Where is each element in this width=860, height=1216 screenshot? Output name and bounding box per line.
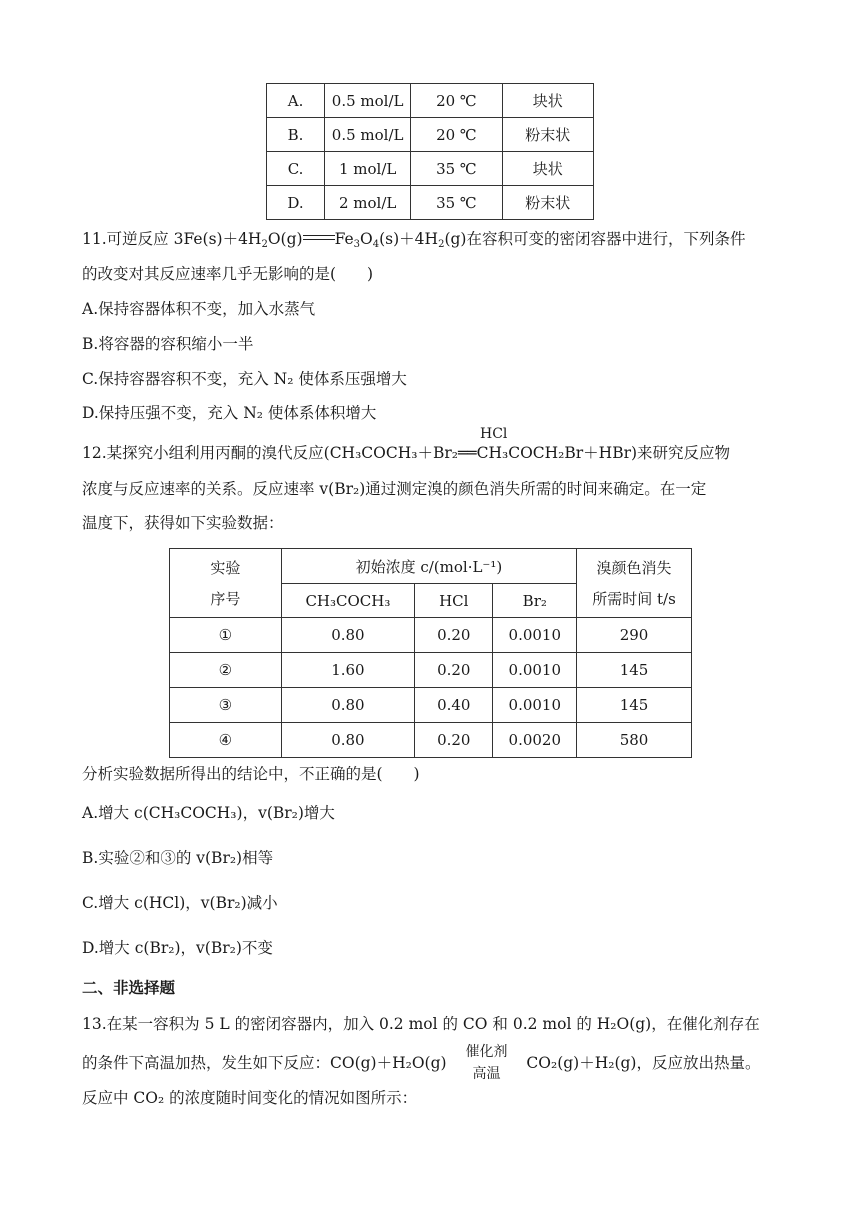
q13-line2-a: 的条件下高温加热，发生如下反应：CO(g)＋H₂O(g) — [82, 1054, 447, 1072]
q13-line2-b: CO₂(g)＋H₂(g)，反应放出热量。 — [526, 1054, 761, 1072]
table-cell: A. — [267, 84, 325, 118]
experiment-data-table — [169, 548, 692, 758]
table-cell: ② — [170, 653, 282, 688]
experiment-row — [170, 723, 692, 758]
top-table-row — [267, 84, 594, 118]
equilibrium-arrow-icon — [303, 234, 335, 242]
header-ch3coch3: CH₃COCH₃ — [281, 584, 414, 618]
header-br2: Br₂ — [493, 584, 577, 618]
table-cell: 0.5 mol/L — [325, 118, 411, 152]
q12-catalyst-label: HCl — [480, 426, 508, 442]
q12-option-d: D.增大 c(Br₂)，v(Br₂)不变 — [82, 939, 273, 957]
table-cell: 0.20 — [415, 618, 493, 653]
q12-stem-line1 — [82, 441, 730, 465]
header-index: 实验 序号 — [170, 549, 282, 618]
table-cell: 1.60 — [281, 653, 414, 688]
table-cell: 0.20 — [415, 653, 493, 688]
q12-stem-line2: 浓度与反应速率的关系。反应速率 v(Br₂)通过测定溴的颜色消失所需的时间来确定。在一定 — [82, 480, 707, 498]
q11-option-d: D.保持压强不变，充入 N₂ 使体系体积增大 — [82, 404, 377, 422]
top-table-row — [267, 152, 594, 186]
table-cell: 0.0010 — [493, 688, 577, 723]
experiment-row — [170, 653, 692, 688]
q11-stem-line1: 11.可逆反应 $3Fe(s)+4H_2O(g)$ $Fe_3O_4(s)+4H_2(g)$在容积可变的密闭容器中进行，下列条件 — [82, 230, 746, 250]
q13-line3: 反应中 CO₂ 的浓度随时间变化的情况如图所示： — [82, 1089, 418, 1107]
top-table-row — [267, 186, 594, 220]
q11-option-b: B.将容器的容积缩小一半 — [82, 335, 254, 353]
table-cell: 0.0020 — [493, 723, 577, 758]
table-cell: 580 — [577, 723, 692, 758]
table-cell: 145 — [577, 688, 692, 723]
table-cell: 1 mol/L — [325, 152, 411, 186]
q11-text-b: O(g) — [267, 230, 303, 248]
q11-option-a: A.保持容器体积不变，加入水蒸气 — [82, 300, 316, 318]
q11-text-e: (s)＋4H — [379, 230, 439, 248]
table-cell: 粉末状 — [502, 118, 593, 152]
experiment-row — [170, 688, 692, 723]
q12-option-a: A.增大 c(CH₃COCH₃)，v(Br₂)增大 — [82, 804, 335, 822]
table-cell: 粉末状 — [502, 186, 593, 220]
header-time: 溴颜色消失 所需时间 t/s — [577, 549, 692, 618]
table-cell: ① — [170, 618, 282, 653]
table-cell: 20 ℃ — [411, 118, 502, 152]
q11-text-d: O — [360, 230, 373, 248]
table-cell: ③ — [170, 688, 282, 723]
table-cell: 0.5 mol/L — [325, 84, 411, 118]
table-cell: 145 — [577, 653, 692, 688]
table-cell: 35 ℃ — [411, 152, 502, 186]
top-table-row — [267, 118, 594, 152]
table-cell: 0.0010 — [493, 653, 577, 688]
table-cell: 20 ℃ — [411, 84, 502, 118]
header-initial-concentration: 初始浓度 c/(mol·L⁻¹) — [281, 549, 576, 584]
table-cell: ④ — [170, 723, 282, 758]
table-cell: 35 ℃ — [411, 186, 502, 220]
table-cell: 0.80 — [281, 723, 414, 758]
header-hcl: HCl — [415, 584, 493, 618]
q11-stem-line2: 的改变对其反应速率几乎无影响的是( ) — [82, 265, 374, 283]
table-cell: 0.0010 — [493, 618, 577, 653]
table-cell: 0.80 — [281, 688, 414, 723]
table-cell: B. — [267, 118, 325, 152]
q11-option-c: C.保持容器容积不变，充入 N₂ 使体系压强增大 — [82, 370, 407, 388]
table-cell: 0.20 — [415, 723, 493, 758]
q12-stem-line3: 温度下，获得如下实验数据： — [82, 514, 284, 532]
q12-option-c: C.增大 c(HCl)，v(Br₂)减小 — [82, 894, 278, 912]
catalyst-bottom: 高温 — [472, 1066, 501, 1082]
table-cell: 块状 — [502, 84, 593, 118]
q13-line1: 13.在某一容积为 5 L 的密闭容器内，加入 0.2 mol 的 CO 和 0.2 mol 的 H₂O(g)，在催化剂存在 — [82, 1015, 760, 1033]
q12-question: 分析实验数据所得出的结论中，不正确的是( ) — [82, 765, 420, 783]
q12-option-b: B.实验②和③的 v(Br₂)相等 — [82, 849, 274, 867]
table-cell: C. — [267, 152, 325, 186]
table-cell: 0.80 — [281, 618, 414, 653]
table-cell: D. — [267, 186, 325, 220]
catalyst-top: 催化剂 — [465, 1044, 508, 1060]
q11-text-c: Fe — [334, 230, 354, 248]
section-heading: 二、非选择题 — [82, 978, 176, 997]
table-cell: 290 — [577, 618, 692, 653]
table-cell: 2 mol/L — [325, 186, 411, 220]
top-options-table — [266, 83, 594, 220]
q13-line2 — [82, 1044, 761, 1082]
q11-text-f: (g)在容积可变的密闭容器中进行，下列条件 — [444, 230, 746, 248]
catalyst-condition — [451, 1044, 521, 1082]
q12-line1-text: 12.某探究小组利用丙酮的溴代反应(CH₃COCH₃＋Br₂══CH₃COCH₂Br＋HBr)来研究反应物 — [82, 444, 731, 462]
q11-text-a: 11.可逆反应 3Fe(s)＋4H — [82, 230, 262, 248]
experiment-row — [170, 618, 692, 653]
table-cell: 块状 — [502, 152, 593, 186]
table-cell: 0.40 — [415, 688, 493, 723]
